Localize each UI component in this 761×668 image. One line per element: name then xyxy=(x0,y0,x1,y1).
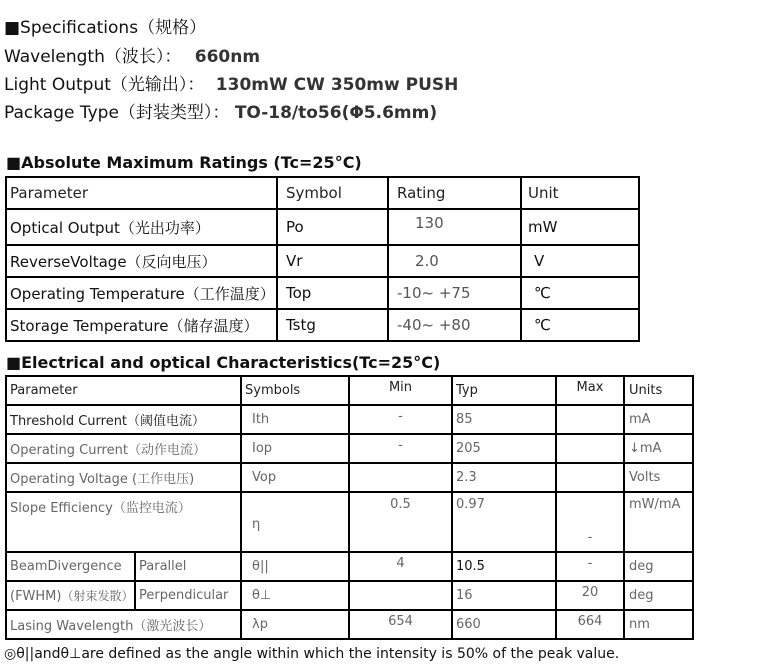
cell-max: 20 xyxy=(556,581,624,610)
table-row xyxy=(6,434,693,463)
cell-parameter: Operating Temperature（工作温度） xyxy=(6,277,277,309)
wavelength-line xyxy=(4,46,260,68)
package-type-line xyxy=(4,102,437,124)
cell-min xyxy=(349,581,452,610)
cell-max xyxy=(556,463,624,492)
cell-unit: V xyxy=(521,245,639,277)
wavelength-label: Wavelength（波长）： xyxy=(4,47,182,67)
table-row xyxy=(6,277,639,309)
cell-parallel: Parallel xyxy=(135,552,241,581)
cell-unit: ↓mA xyxy=(624,434,693,463)
cell-symbol: θ|| xyxy=(241,552,349,581)
cell-max: - xyxy=(556,492,624,552)
cell-unit: mA xyxy=(624,405,693,434)
cell-perpendicular: Perpendicular xyxy=(135,581,241,610)
wavelength-value: 660nm xyxy=(194,47,261,67)
cell-symbol: θ⊥ xyxy=(241,581,349,610)
cell-parameter: Slope Efficiency（监控电流） xyxy=(6,492,241,552)
cell-unit: mW xyxy=(521,209,639,245)
footnote: ◎θ||andθ⊥are defined as the angle within which the intensity is 50% of the peak value. xyxy=(4,646,620,662)
fwhm-label xyxy=(6,581,135,610)
cell-unit: Volts xyxy=(624,463,693,492)
light-output-value: 130mW CW 350mw PUSH xyxy=(215,75,459,95)
table-header-row xyxy=(6,376,693,405)
cell-symbol: λp xyxy=(241,610,349,639)
cell-typ: 85 xyxy=(452,405,556,434)
cell-min: 4 xyxy=(349,552,452,581)
specifications-heading: ■Specifications（规格） xyxy=(4,18,207,38)
cell-max: 664 xyxy=(556,610,624,639)
cell-symbol: Top xyxy=(277,277,388,309)
fwhm-cn-text: （射束发散） xyxy=(61,589,134,603)
cell-rating: 2.0 xyxy=(388,245,521,277)
cell-parameter: Operating Voltage (工作电压) xyxy=(6,463,241,492)
cell-typ: 10.5 xyxy=(452,552,556,581)
cell-typ: 16 xyxy=(452,581,556,610)
cell-symbol: η xyxy=(241,492,349,552)
cell-typ: 660 xyxy=(452,610,556,639)
cell-typ: 205 xyxy=(452,434,556,463)
header-parameter: Parameter xyxy=(6,376,241,405)
cell-max: - xyxy=(556,552,624,581)
header-min: Min xyxy=(349,376,452,405)
cell-symbol: Tstg xyxy=(277,309,388,341)
cell-min xyxy=(349,463,452,492)
cell-parameter: Storage Temperature（储存温度） xyxy=(6,309,277,341)
cell-min: 654 xyxy=(349,610,452,639)
cell-min: 0.5 xyxy=(349,492,452,552)
light-output-line xyxy=(4,74,458,96)
absolute-max-ratings-title: ■Absolute Maximum Ratings (Tc=25°C) xyxy=(6,153,362,172)
package-type-label: Package Type（封装类型）： xyxy=(4,103,230,123)
fwhm-text: (FWHM) xyxy=(10,589,62,604)
cell-parameter: Operating Current（动作电流） xyxy=(6,434,241,463)
header-typ: Typ xyxy=(452,376,556,405)
cell-parameter: Optical Output（光出功率） xyxy=(6,209,277,245)
table-row xyxy=(6,209,639,245)
cell-symbol: Po xyxy=(277,209,388,245)
cell-symbol: Vop xyxy=(241,463,349,492)
table-row xyxy=(6,245,639,277)
table-row xyxy=(6,581,693,610)
electrical-optical-title: ■Electrical and optical Characteristics(Tc=25°C) xyxy=(6,353,441,372)
table-row xyxy=(6,463,693,492)
table-row xyxy=(6,492,693,552)
beam-divergence-label: BeamDivergence xyxy=(6,552,135,581)
cell-rating: -40~ +80 xyxy=(388,309,521,341)
cell-unit: ℃ xyxy=(521,277,639,309)
table-row xyxy=(6,405,693,434)
absolute-max-ratings-table xyxy=(5,176,640,342)
header-symbol: Symbol xyxy=(277,177,388,209)
package-type-value: TO-18/to56(Φ5.6mm) xyxy=(234,103,438,123)
cell-parameter: Threshold Current（阈值电流） xyxy=(6,405,241,434)
header-parameter: Parameter xyxy=(6,177,277,209)
header-symbols: Symbols xyxy=(241,376,349,405)
cell-typ: 0.97 xyxy=(452,492,556,552)
cell-parameter: Lasing Wavelength（激光波长） xyxy=(6,610,241,639)
cell-max xyxy=(556,434,624,463)
cell-symbol: Iop xyxy=(241,434,349,463)
table-row xyxy=(6,309,639,341)
cell-typ: 2.3 xyxy=(452,463,556,492)
cell-min: - xyxy=(349,434,452,463)
header-unit: Unit xyxy=(521,177,639,209)
table-row xyxy=(6,610,693,639)
cell-symbol: Ith xyxy=(241,405,349,434)
cell-unit: mW/mA xyxy=(624,492,693,552)
cell-unit: deg xyxy=(624,581,693,610)
cell-rating: 130 xyxy=(388,209,521,245)
header-max: Max xyxy=(556,376,624,405)
table-header-row xyxy=(6,177,639,209)
light-output-label: Light Output（光输出）： xyxy=(4,75,205,95)
electrical-optical-table xyxy=(5,375,694,640)
cell-unit: nm xyxy=(624,610,693,639)
cell-max xyxy=(556,405,624,434)
cell-parameter: ReverseVoltage（反向电压） xyxy=(6,245,277,277)
header-units: Units xyxy=(624,376,693,405)
cell-unit: deg xyxy=(624,552,693,581)
table-row xyxy=(6,552,693,581)
cell-symbol: Vr xyxy=(277,245,388,277)
header-rating: Rating xyxy=(388,177,521,209)
cell-unit: ℃ xyxy=(521,309,639,341)
cell-rating: -10~ +75 xyxy=(388,277,521,309)
cell-min: - xyxy=(349,405,452,434)
